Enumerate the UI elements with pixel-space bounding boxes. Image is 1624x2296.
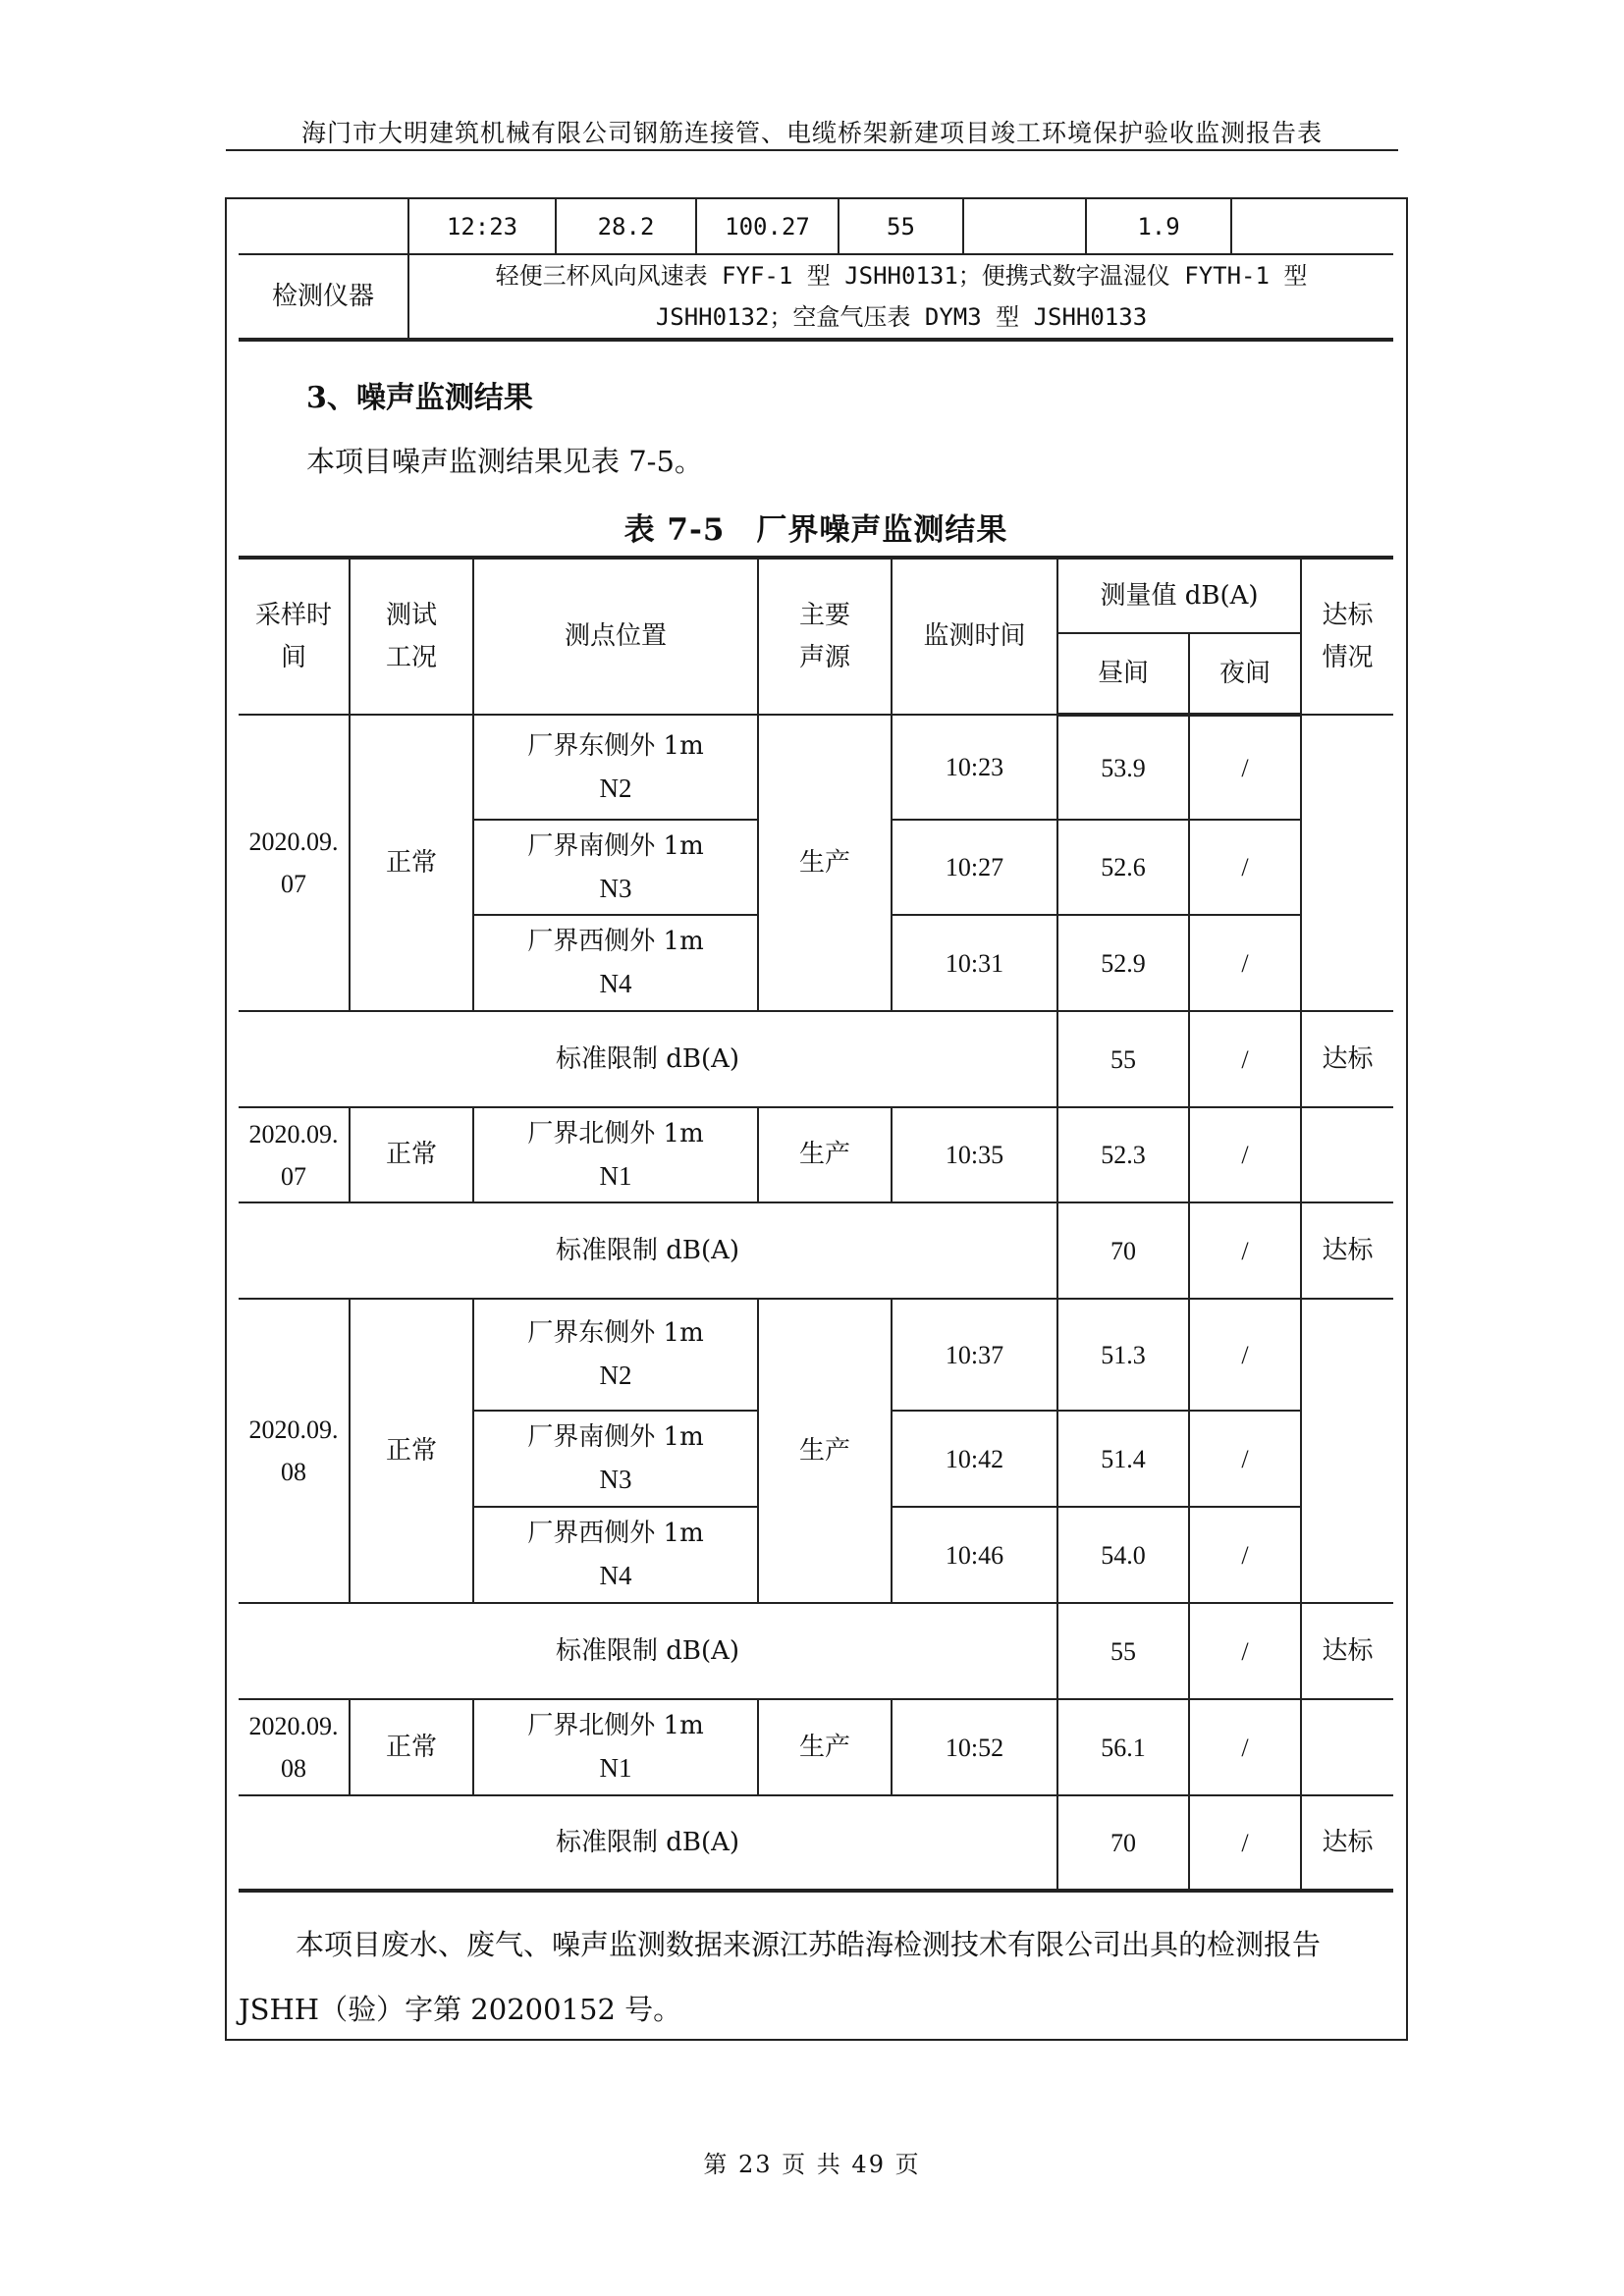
header-date (239, 558, 350, 715)
header-source (758, 558, 892, 715)
limit-day: 70 (1057, 1795, 1189, 1891)
day-value: 53.9 (1057, 715, 1189, 820)
table-row (239, 1107, 1393, 1202)
time-cell: 10:27 (892, 820, 1057, 915)
condition-cell: 正常 (350, 1699, 473, 1795)
status-cell-empty (1301, 715, 1393, 1011)
time-cell: 10:46 (892, 1507, 1057, 1603)
location-line-2: N2 (599, 1361, 632, 1390)
limit-day: 55 (1057, 1011, 1189, 1107)
header-day: 昼间 (1057, 633, 1189, 715)
header-source-line-2: 声源 (798, 642, 850, 672)
limit-night: / (1189, 1011, 1301, 1107)
weather-humidity: 55 (839, 199, 963, 254)
time-cell: 10:31 (892, 915, 1057, 1011)
page-number: 第 23 页 共 49 页 (703, 2151, 921, 2178)
limit-status: 达标 (1301, 1011, 1393, 1107)
time-cell: 10:35 (892, 1107, 1057, 1202)
location-line-1: 厂界西侧外 1m (527, 1519, 704, 1548)
location-line-1: 厂界南侧外 1m (527, 830, 704, 861)
limit-day: 70 (1057, 1202, 1189, 1299)
night-value: / (1189, 715, 1301, 820)
limit-night: / (1189, 1795, 1301, 1891)
instruments-row (239, 254, 1393, 340)
date-line-1: 2020.09. (248, 1415, 339, 1444)
day-value: 54.0 (1057, 1507, 1189, 1603)
limit-status: 达标 (1301, 1202, 1393, 1299)
location-cell (473, 1299, 758, 1411)
source-cell: 生产 (758, 715, 892, 1011)
time-cell: 10:37 (892, 1299, 1057, 1411)
weather-pressure: 100.27 (696, 199, 839, 254)
noise-results-table (239, 556, 1393, 1893)
location-line-1: 厂界西侧外 1m (527, 927, 704, 956)
time-cell: 10:52 (892, 1699, 1057, 1795)
status-cell-empty (1301, 1299, 1393, 1603)
night-value: / (1189, 1507, 1301, 1603)
limit-row (239, 1603, 1393, 1699)
limit-row (239, 1795, 1393, 1891)
location-line-2: N2 (599, 773, 632, 803)
location-line-1: 厂界北侧外 1m (527, 1711, 704, 1740)
header-status (1301, 558, 1393, 715)
date-line-2: 08 (281, 1754, 306, 1783)
header-status-line-2: 情况 (1322, 642, 1374, 672)
location-line-2: N1 (599, 1753, 632, 1783)
night-value: / (1189, 820, 1301, 915)
date-cell (239, 1299, 350, 1603)
document-header-title: 海门市大明建筑机械有限公司钢筋连接管、电缆桥架新建项目竣工环境保护验收监测报告表 (300, 119, 1323, 147)
date-line-1: 2020.09. (248, 828, 339, 856)
header-status-line-1: 达标 (1322, 600, 1374, 630)
header-location: 测点位置 (473, 558, 758, 715)
night-value: / (1189, 1411, 1301, 1507)
instruments-line-2: JSHH0132；空盒气压表 DYM3 型 JSHH0133 (655, 303, 1148, 331)
location-line-1: 厂界东侧外 1m (527, 1318, 704, 1348)
table-row (239, 1699, 1393, 1795)
location-cell (473, 1411, 758, 1507)
limit-night: / (1189, 1202, 1301, 1299)
limit-label: 标准限制 dB(A) (239, 1011, 1057, 1107)
day-value: 52.9 (1057, 915, 1189, 1011)
night-value: / (1189, 1107, 1301, 1202)
header-date-line-1: 采样时 (254, 600, 332, 630)
status-cell-empty (1301, 1699, 1393, 1795)
source-cell: 生产 (758, 1107, 892, 1202)
weather-table (239, 199, 1393, 342)
weather-wind: 1.9 (1086, 199, 1231, 254)
location-line-2: N4 (599, 969, 632, 998)
header-date-line-2: 间 (280, 642, 306, 672)
status-cell-empty (1301, 1107, 1393, 1202)
night-value: / (1189, 915, 1301, 1011)
section-intro: 本项目噪声监测结果见表 7-5。 (306, 445, 703, 478)
time-cell: 10:42 (892, 1411, 1057, 1507)
instruments-value (408, 254, 1393, 340)
limit-status: 达标 (1301, 1603, 1393, 1699)
location-line-2: N1 (599, 1160, 632, 1191)
location-cell (473, 715, 758, 820)
limit-label: 标准限制 dB(A) (239, 1795, 1057, 1891)
weather-row (239, 199, 1393, 254)
date-cell (239, 1699, 350, 1795)
header-rule (226, 149, 1398, 151)
night-value: / (1189, 1299, 1301, 1411)
limit-day: 55 (1057, 1603, 1189, 1699)
location-line-2: N3 (599, 873, 632, 903)
location-cell (473, 1699, 758, 1795)
section-heading: 3、噪声监测结果 (306, 381, 533, 415)
night-value: / (1189, 1699, 1301, 1795)
header-measured: 测量值 dB(A) (1057, 558, 1301, 633)
location-line-1: 厂界北侧外 1m (527, 1118, 704, 1148)
header-condition-line-1: 测试 (385, 600, 437, 630)
weather-temp: 28.2 (556, 199, 696, 254)
day-value: 51.3 (1057, 1299, 1189, 1411)
day-value: 52.6 (1057, 820, 1189, 915)
location-line-1: 厂界东侧外 1m (527, 730, 704, 761)
conclusion-paragraph: 本项目废水、废气、噪声监测数据来源江苏皓海检测技术有限公司出具的检测报告 JSHH（验）字第 20200152 号。 (239, 1928, 1322, 2026)
limit-status: 达标 (1301, 1795, 1393, 1891)
table-header-row (239, 558, 1393, 633)
table-caption: 表 7-5 厂界噪声监测结果 (623, 512, 1008, 548)
limit-label: 标准限制 dB(A) (239, 1202, 1057, 1299)
source-cell: 生产 (758, 1299, 892, 1603)
header-night: 夜间 (1189, 633, 1301, 715)
date-line-2: 07 (281, 1161, 306, 1191)
condition-cell: 正常 (350, 1107, 473, 1202)
date-cell (239, 1107, 350, 1202)
weather-cell-empty-end (1231, 199, 1393, 254)
header-condition (350, 558, 473, 715)
instruments-line-1: 轻便三杯风向风速表 FYF-1 型 JSHH0131；便携式数字温湿仪 FYTH-1 型 (495, 262, 1308, 290)
weather-cell-empty (239, 199, 408, 254)
date-line-1: 2020.09. (248, 1712, 339, 1740)
day-value: 56.1 (1057, 1699, 1189, 1795)
day-value: 51.4 (1057, 1411, 1189, 1507)
limit-label: 标准限制 dB(A) (239, 1603, 1057, 1699)
location-line-2: N4 (599, 1561, 632, 1590)
date-line-2: 08 (281, 1458, 306, 1486)
date-line-2: 07 (281, 870, 306, 898)
header-condition-line-2: 工况 (385, 642, 437, 672)
date-cell (239, 715, 350, 1011)
limit-night: / (1189, 1603, 1301, 1699)
location-cell (473, 915, 758, 1011)
header-time: 监测时间 (892, 558, 1057, 715)
source-cell: 生产 (758, 1699, 892, 1795)
limit-row (239, 1011, 1393, 1107)
weather-blank (963, 199, 1086, 254)
limit-row (239, 1202, 1393, 1299)
weather-time: 12:23 (408, 199, 556, 254)
header-source-line-1: 主要 (798, 600, 850, 630)
condition-cell: 正常 (350, 1299, 473, 1603)
location-line-1: 厂界南侧外 1m (527, 1422, 704, 1452)
location-cell (473, 820, 758, 915)
day-value: 52.3 (1057, 1107, 1189, 1202)
location-line-2: N3 (599, 1465, 632, 1494)
location-cell (473, 1507, 758, 1603)
table-row (239, 1299, 1393, 1411)
time-cell: 10:23 (892, 715, 1057, 820)
location-cell (473, 1107, 758, 1202)
table-row (239, 715, 1393, 820)
instruments-label: 检测仪器 (239, 254, 408, 340)
date-line-1: 2020.09. (248, 1119, 339, 1148)
condition-cell: 正常 (350, 715, 473, 1011)
